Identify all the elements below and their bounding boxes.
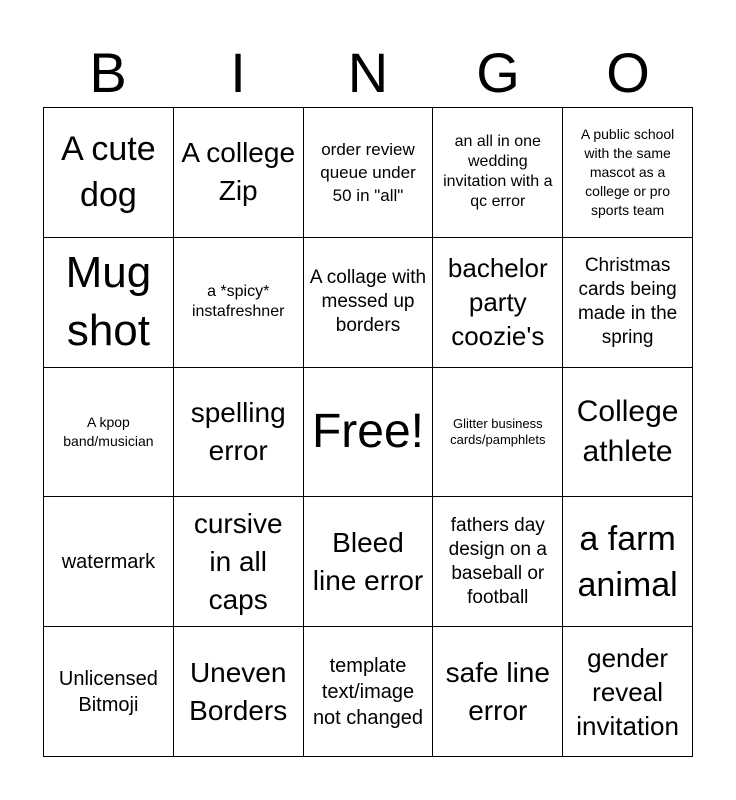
cell-text: A public school with the same mascot as a college or pro sports team — [580, 125, 675, 218]
bingo-cell[interactable] — [44, 238, 174, 368]
bingo-cell[interactable] — [44, 497, 174, 627]
cell-text: cursive in all caps — [193, 507, 283, 615]
bingo-cell[interactable] — [304, 627, 434, 757]
bingo-cell[interactable] — [563, 238, 693, 368]
bingo-cell[interactable] — [44, 108, 174, 238]
cell-text: watermark — [61, 550, 156, 573]
cell-text: a farm animal — [577, 519, 678, 604]
cell-text: Free! — [311, 404, 424, 458]
header-letter-o: O — [606, 41, 650, 104]
cell-text: template text/image not changed — [312, 654, 424, 729]
bingo-cell[interactable] — [174, 238, 304, 368]
cell-text: fathers day design on a baseball or football — [448, 514, 547, 608]
bingo-cell[interactable] — [563, 368, 693, 498]
header-letter-n: N — [347, 41, 389, 104]
cell-text: spelling error — [190, 396, 286, 466]
cell-text: A kpop band/musician — [63, 413, 154, 449]
cell-text: Glitter business cards/pamphlets — [450, 415, 546, 447]
cell-text: Unlicensed Bitmoji — [58, 667, 158, 716]
bingo-cell[interactable] — [433, 108, 563, 238]
bingo-cell[interactable] — [174, 368, 304, 498]
bingo-cell[interactable] — [174, 108, 304, 238]
bingo-cell[interactable] — [304, 497, 434, 627]
bingo-cell[interactable] — [433, 497, 563, 627]
cell-text: Mug shot — [65, 248, 152, 356]
bingo-cell[interactable] — [563, 108, 693, 238]
cell-text: Uneven Borders — [189, 656, 288, 726]
bingo-cell[interactable] — [433, 368, 563, 498]
cell-text: College athlete — [576, 394, 679, 468]
bingo-header — [43, 40, 693, 106]
header-letter-b: B — [89, 41, 127, 104]
cell-text: A collage with messed up borders — [309, 267, 427, 337]
bingo-cell[interactable] — [433, 238, 563, 368]
bingo-cell[interactable] — [44, 368, 174, 498]
cell-text: Bleed line error — [312, 526, 424, 596]
bingo-cell[interactable] — [563, 497, 693, 627]
bingo-cell[interactable] — [304, 238, 434, 368]
header-letter-i: I — [230, 41, 246, 104]
free-space-cell[interactable] — [304, 368, 434, 498]
bingo-cell[interactable] — [174, 627, 304, 757]
cell-text: bachelor party coozie's — [447, 253, 548, 352]
header-letter-g: G — [476, 41, 520, 104]
bingo-cell[interactable] — [44, 627, 174, 757]
cell-text: order review queue under 50 in "all" — [320, 139, 416, 205]
cell-text: an all in one wedding invitation with a qc error — [443, 133, 553, 211]
bingo-cell[interactable] — [304, 108, 434, 238]
cell-text: safe line error — [445, 656, 550, 726]
bingo-cell[interactable] — [563, 627, 693, 757]
cell-text: Christmas cards being made in the spring — [577, 255, 678, 349]
cell-text: A cute dog — [61, 130, 156, 215]
cell-text: A college Zip — [181, 137, 296, 207]
bingo-board — [43, 107, 693, 757]
bingo-cell[interactable] — [174, 497, 304, 627]
cell-text: a *spicy* instafreshner — [191, 283, 285, 321]
cell-text: gender reveal invitation — [576, 642, 679, 741]
bingo-cell[interactable] — [433, 627, 563, 757]
